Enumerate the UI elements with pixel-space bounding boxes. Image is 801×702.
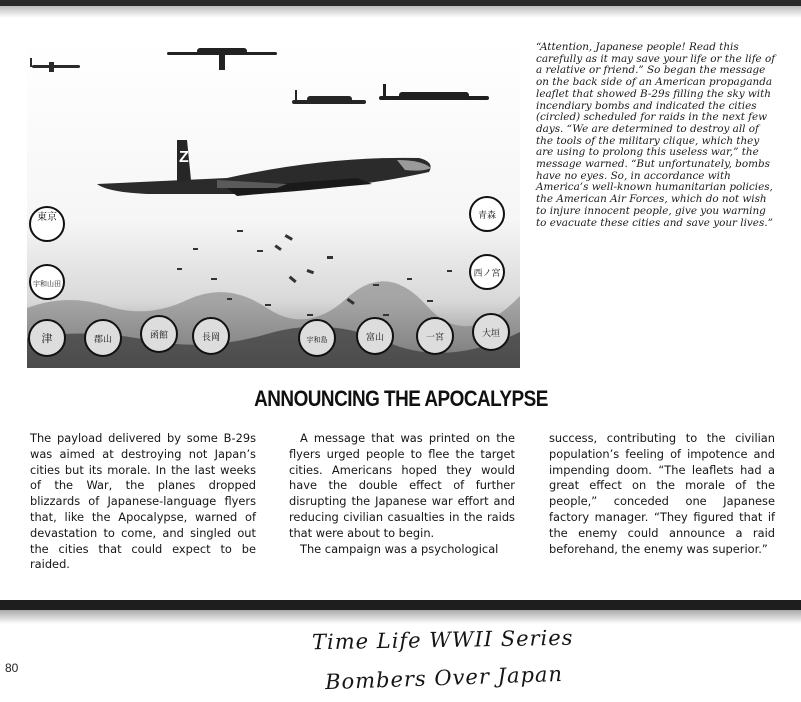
paragraph: The campaign was a psychological — [300, 541, 499, 556]
paragraph: The payload delivered by some B-29s was aimed at destroying not Japan’s cities but its morale. In the last weeks of the War, the planes dropped blizzards of Japanese-language flyers that, like the Apocalypse, warned of devastation to come, and singled out the cities that could expect to be raided. — [30, 431, 256, 572]
city-label: 青森 — [477, 211, 497, 221]
article-column-3 — [549, 431, 775, 557]
city-circle-bottom-5 — [299, 320, 335, 356]
city-label: 西ノ宮 — [473, 269, 501, 279]
city-circle-bottom-7 — [417, 318, 453, 354]
handwritten-note-line-1: Time Life WWII Series — [311, 625, 574, 655]
plane-tail-letter: Z — [179, 149, 189, 166]
city-circle-left-1 — [30, 207, 64, 241]
article-column-1 — [30, 431, 256, 573]
city-label: 東京 — [37, 212, 57, 223]
leaflet-illustration — [27, 38, 520, 368]
city-circle-bottom-2 — [85, 320, 121, 356]
city-label: 一宮 — [425, 333, 445, 343]
city-label: 富山 — [365, 333, 385, 343]
city-circle-bottom-6 — [357, 318, 393, 354]
city-circle-bottom-1 — [29, 320, 65, 356]
paragraph: A message that was printed on the flyers urged people to flee the target cities. Americans hoped they would have the double effect of further disrupting the Japanese war effort and reducing civilian casualties in the raids that were about to begin. — [289, 431, 515, 540]
handwritten-note-line-2: Bombers Over Japan — [324, 661, 564, 695]
article-column-2 — [289, 431, 515, 557]
leaflet-photo — [27, 38, 520, 368]
city-label: 宇和島 — [306, 336, 328, 344]
city-label: 郡山 — [93, 335, 113, 345]
distant-plane-1 — [30, 58, 80, 72]
distant-plane-3 — [292, 90, 366, 104]
photo-caption: “Attention, Japanese people! Read this carefully as it may save your life or the life of a relative or friend.” So began the message on the back side of an American propaganda leaflet that showed B-29s filling the sky with incendiary bombs and indicated the cities (circled) scheduled for raids in the next few days. “We are determined to destroy all of the tools of the military clique, which they are using to prolong this useless war,” the message warned. “But unfortunately, bombs have no eyes. So, in accordance with America’s well-known humanitarian policies, the American Air Forces, which do not wish to injure innocent people, give you warning to evacuate these cities and save your lives.” — [536, 41, 776, 229]
city-circle-bottom-3 — [141, 316, 177, 352]
city-circle-left-2 — [30, 265, 64, 299]
distant-plane-2 — [167, 48, 277, 70]
bottom-rule — [0, 600, 801, 610]
city-circle-right-2 — [470, 255, 504, 289]
page-number: 80 — [5, 661, 19, 675]
city-circle-bottom-4 — [193, 318, 229, 354]
paragraph: success, contributing to the civilian population’s feeling of impotence and impending doom. “The leaflets had a great effect on the morale of the people,” conceded one Japanese factory manager. “They figured that if the enemy could announce a raid beforehand, the enemy was superior.” — [549, 431, 775, 556]
city-circle-right-1 — [470, 197, 504, 231]
distant-plane-4 — [379, 84, 489, 100]
city-label: 長岡 — [201, 333, 221, 343]
main-plane — [97, 140, 431, 196]
city-label: 宇和山田 — [33, 280, 61, 288]
city-label: 津 — [41, 332, 53, 345]
city-circle-bottom-8 — [473, 314, 509, 350]
article-title: ANNOUNCING THE APOCALYPSE — [254, 386, 548, 411]
city-label: 函館 — [149, 331, 169, 341]
city-label: 大垣 — [481, 329, 501, 339]
top-shade — [0, 6, 801, 18]
bottom-shade — [0, 610, 801, 624]
